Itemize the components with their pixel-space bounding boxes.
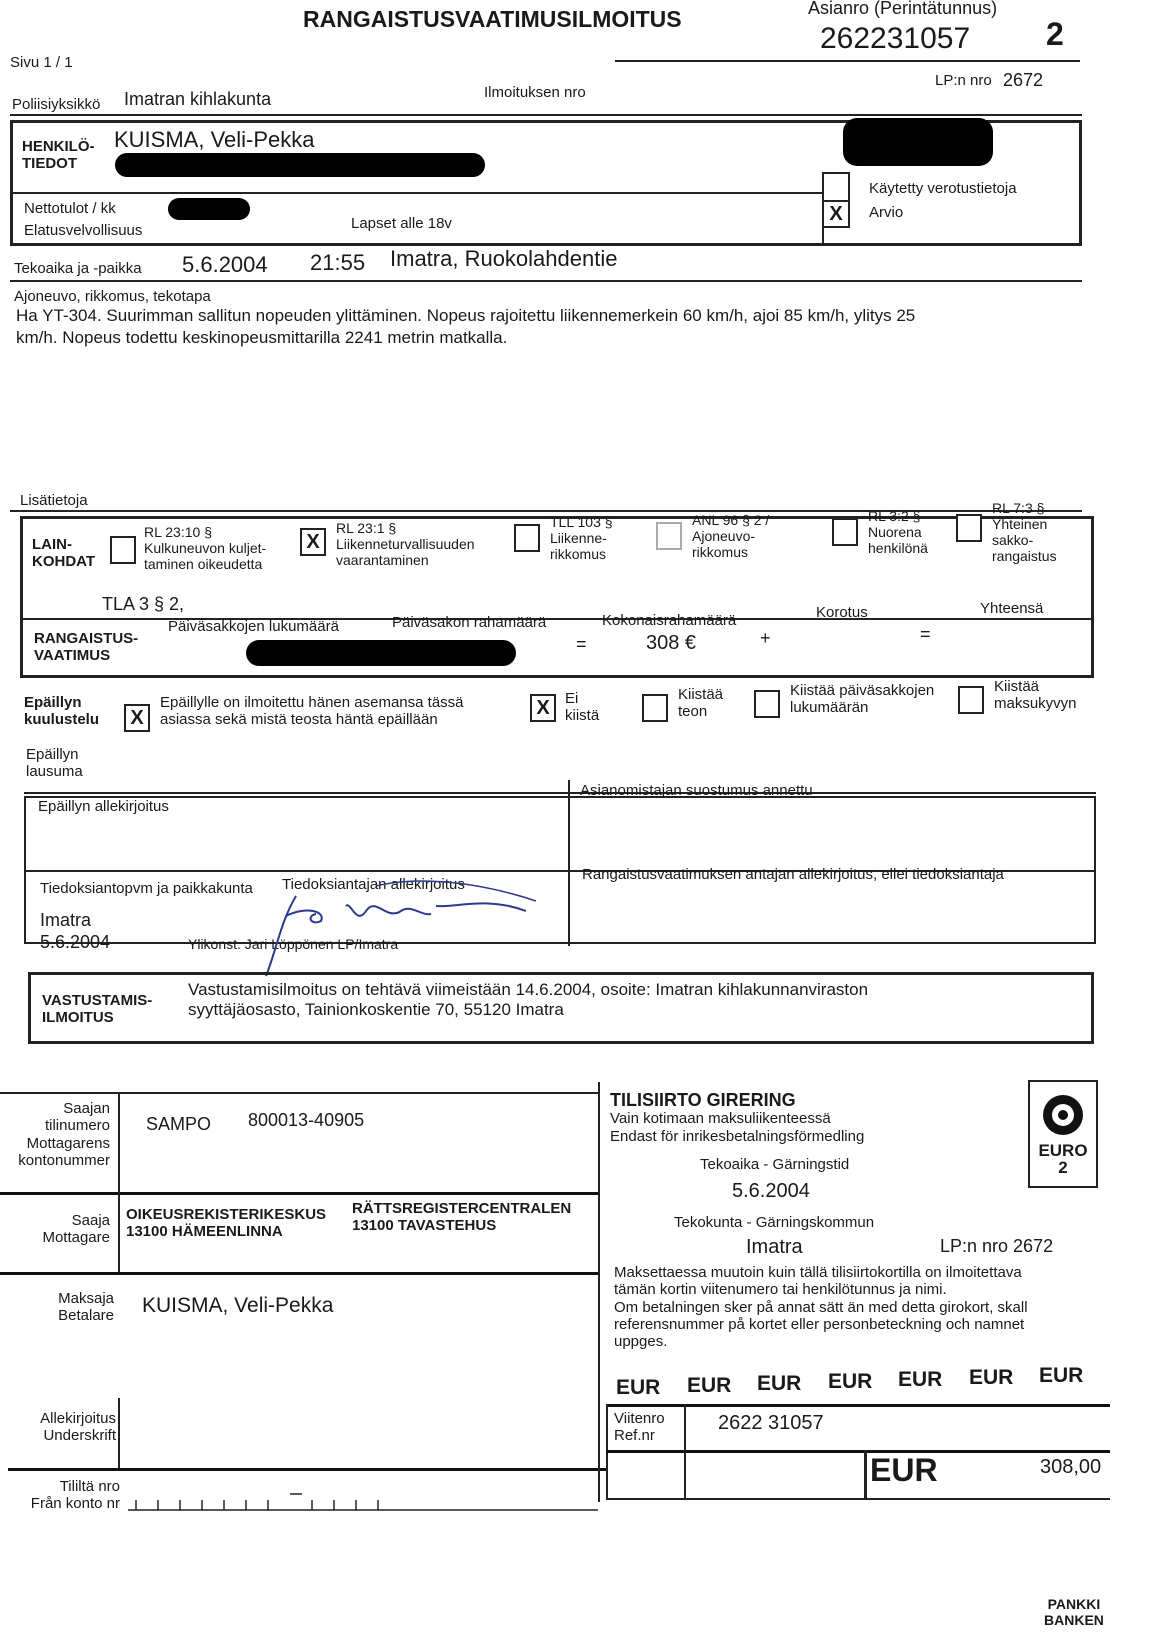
law-checkbox-1[interactable] bbox=[110, 536, 136, 564]
eur-label-2: EUR bbox=[687, 1374, 732, 1397]
offense-description-2: km/h. Nopeus todettu keskinopeusmittarilla 2241 metrin matkalla. bbox=[16, 328, 508, 347]
law-item-1: RL 23:10 § Kulkuneuvon kuljet- taminen oikeudetta bbox=[144, 524, 267, 573]
redacted-id bbox=[115, 153, 485, 177]
dispute-amount-checkbox[interactable] bbox=[958, 686, 984, 714]
consent-label: Asianomistajan suostumus annettu bbox=[580, 782, 813, 799]
form-title: RANGAISTUSVAATIMUSILMOITUS bbox=[303, 6, 682, 32]
no-dispute-checkbox[interactable]: X bbox=[530, 694, 556, 722]
giro-title: TILISIIRTO GIRERING bbox=[610, 1090, 796, 1110]
total-amount-label: Kokonaisrahamäärä bbox=[602, 612, 737, 629]
police-unit: Imatran kihlakunta bbox=[124, 89, 272, 109]
offense-time: 21:55 bbox=[310, 250, 366, 275]
law-item-2: RL 23:1 § Liikenneturvallisuuden vaarantaminen bbox=[336, 520, 475, 569]
no-dispute-label: Ei kiistä bbox=[565, 690, 600, 725]
law-item-5: RL 3:2 § Nuorena henkilönä bbox=[868, 508, 928, 557]
reference-label: Viitenro Ref.nr bbox=[614, 1410, 665, 1445]
time-place-label: Tekoaika ja -paikka bbox=[14, 260, 142, 277]
redacted-day-fines bbox=[246, 640, 516, 666]
payee-account-label: Saajan tilinumero Mottagarens kontonummer bbox=[18, 1100, 110, 1169]
payee-account: 800013-40905 bbox=[248, 1110, 365, 1130]
lp-label: LP:n nro bbox=[935, 72, 992, 89]
payer-label: Maksaja Betalare bbox=[58, 1290, 114, 1325]
sum-label: Yhteensä bbox=[980, 600, 1044, 617]
case-number: 262231057 bbox=[820, 22, 971, 55]
law-checkbox-6[interactable] bbox=[956, 514, 982, 542]
notify-place: Imatra bbox=[40, 910, 92, 930]
amount-currency: EUR bbox=[870, 1452, 938, 1488]
payee-fi: OIKEUSREKISTERIKESKUS 13100 HÄMEENLINNA bbox=[126, 1206, 327, 1241]
tax-checkbox[interactable] bbox=[822, 172, 850, 202]
bank-label: PANKKI BANKEN bbox=[1044, 1596, 1104, 1629]
person-name: KUISMA, Veli-Pekka bbox=[114, 127, 315, 152]
copy-number: 2 bbox=[1046, 16, 1064, 52]
notify-date: 5.6.2004 bbox=[40, 932, 111, 952]
plus-sign: + bbox=[760, 628, 771, 648]
offense-date: 5.6.2004 bbox=[182, 252, 268, 277]
claimant-signature-label: Rangaistusvaatimuksen antajan allekirjoitus, ellei tiedoksiantaja bbox=[582, 866, 1004, 883]
suspect-signature-label: Epäillyn allekirjoitus bbox=[38, 798, 169, 815]
statement-label: Epäillyn lausuma bbox=[26, 746, 83, 781]
euro-logo-icon bbox=[1038, 1090, 1088, 1140]
payment-instructions: Maksettaessa muutoin kuin tällä tilisiirtokortilla on ilmoitettava tämän kortin viitenumero tai henkilötunnus ja nimi. Om betalningen sker på annat sätt än med detta girokort, skall referensnummer på kortet eller personbeteckning och namnet uppges. bbox=[614, 1264, 1028, 1350]
income-label: Nettotulot / kk bbox=[24, 200, 116, 217]
giro-date-label: Tekoaika - Gärningstid bbox=[700, 1156, 850, 1173]
municipality-label: Tekokunta - Gärningskommun bbox=[674, 1214, 875, 1231]
amount-value: 308,00 bbox=[1040, 1456, 1102, 1478]
payee-sv: RÄTTSREGISTERCENTRALEN 13100 TAVASTEHUS bbox=[352, 1200, 572, 1235]
report-number-label: Ilmoituksen nro bbox=[484, 84, 586, 101]
municipality: Imatra bbox=[746, 1236, 803, 1258]
giro-date: 5.6.2004 bbox=[732, 1180, 810, 1202]
case-number-label: Asianro (Perintätunnus) bbox=[808, 0, 998, 18]
payer-name: KUISMA, Veli-Pekka bbox=[142, 1294, 334, 1317]
equals-sign-2: = bbox=[920, 624, 931, 644]
estimate-checkbox[interactable]: X bbox=[822, 200, 850, 228]
page-indicator: Sivu 1 / 1 bbox=[10, 54, 73, 71]
from-account-label: Tililtä nro Från konto nr bbox=[30, 1478, 120, 1513]
objection-text: Vastustamisilmoitus on tehtävä viimeistään 14.6.2004, osoite: Imatran kihlakunnanviraston syyttäjäosasto, Tainionkoskentie 70, 55120 Imatra bbox=[188, 980, 869, 1019]
equals-sign-1: = bbox=[576, 634, 587, 654]
vehicle-label: Ajoneuvo, rikkomus, tekotapa bbox=[14, 288, 211, 305]
eur-label-5: EUR bbox=[898, 1368, 943, 1391]
children-label: Lapset alle 18v bbox=[351, 215, 452, 232]
reference-number: 2622 31057 bbox=[718, 1412, 824, 1434]
law-checkbox-3[interactable] bbox=[514, 524, 540, 552]
extra-info-label: Lisätietoja bbox=[20, 492, 88, 509]
eur-label-1: EUR bbox=[616, 1376, 661, 1399]
notifier-signature bbox=[226, 866, 546, 986]
law-checkbox-4[interactable] bbox=[656, 522, 682, 550]
redacted-income bbox=[168, 198, 250, 220]
objection-label: VASTUSTAMIS- ILMOITUS bbox=[42, 992, 153, 1027]
offense-description-1: Ha YT-304. Suurimman sallitun nopeuden ylittäminen. Nopeus rajoitettu liikennemerkein 60 km/h, ajoi 85 km/h, ylitys 25 bbox=[16, 306, 916, 325]
dispute-days-checkbox[interactable] bbox=[754, 690, 780, 718]
offense-place: Imatra, Ruokolahdentie bbox=[390, 246, 618, 271]
domestic-fi: Vain kotimaan maksuliikenteessä bbox=[610, 1110, 831, 1127]
hearing-label: Epäillyn kuulustelu bbox=[24, 694, 100, 729]
hearing-checkbox[interactable]: X bbox=[124, 704, 150, 732]
eur-label-7: EUR bbox=[1039, 1364, 1084, 1387]
penalty-section-label: RANGAISTUS- VAATIMUS bbox=[34, 630, 139, 665]
law-other: TLA 3 § 2, bbox=[102, 594, 185, 614]
eur-label-4: EUR bbox=[828, 1370, 873, 1393]
estimate-label: Arvio bbox=[869, 204, 904, 221]
person-section-label: HENKILÖ- TIEDOT bbox=[22, 138, 95, 173]
day-fines-label: Päiväsakkojen lukumäärä bbox=[168, 618, 339, 635]
dispute-amount-label: Kiistää maksukyvyn bbox=[994, 678, 1077, 713]
payee-label: Saaja Mottagare bbox=[42, 1212, 110, 1247]
from-account-field[interactable] bbox=[128, 1490, 598, 1512]
law-checkbox-2[interactable]: X bbox=[300, 528, 326, 556]
dispute-days-label: Kiistää päiväsakkojen lukumäärän bbox=[790, 682, 935, 717]
notify-date-label: Tiedoksiantopvm ja paikkakunta bbox=[40, 880, 253, 897]
eur-label-6: EUR bbox=[969, 1366, 1014, 1389]
law-item-6: RL 7:3 § Yhteinen sakko- rangaistus bbox=[992, 500, 1057, 565]
domestic-sv: Endast för inrikesbetalningsförmedling bbox=[610, 1128, 865, 1145]
law-section-label: LAIN- KOHDAT bbox=[32, 536, 96, 571]
police-unit-label: Poliisiyksikkö bbox=[12, 96, 101, 113]
day-fine-amount-label: Päiväsakon rahamäärä bbox=[392, 614, 547, 631]
dispute-act-checkbox[interactable] bbox=[642, 694, 668, 722]
law-item-3: TLL 103 § Liikenne- rikkomus bbox=[550, 514, 613, 563]
law-item-4: ANL 96 § 2 / Ajoneuvo- rikkomus bbox=[692, 512, 770, 561]
notifier-signature-label: Tiedoksiantajan allekirjoitus bbox=[282, 876, 465, 893]
total-amount: 308 € bbox=[646, 632, 697, 654]
dispute-act-label: Kiistää teon bbox=[678, 686, 724, 721]
tax-label: Käytetty verotustietoja bbox=[869, 180, 1017, 197]
notifier-name: Ylikonst. Jari Löppönen LP/Imatra bbox=[188, 936, 399, 952]
law-checkbox-5[interactable] bbox=[832, 518, 858, 546]
lp-number: 2672 bbox=[1003, 70, 1044, 90]
giro-lp-number: LP:n nro 2672 bbox=[940, 1236, 1054, 1256]
hearing-notice: Epäillylle on ilmoitettu hänen asemansa tässä asiassa sekä mistä teosta häntä epäillään bbox=[160, 694, 464, 729]
support-label: Elatusvelvollisuus bbox=[24, 222, 143, 239]
euro-logo-text: EURO 2 bbox=[1038, 1141, 1088, 1177]
signature-label: Allekirjoitus Underskrift bbox=[40, 1410, 116, 1445]
redacted-info bbox=[843, 118, 993, 166]
increase-label: Korotus bbox=[816, 604, 868, 621]
eur-label-3: EUR bbox=[757, 1372, 802, 1395]
payee-bank: SAMPO bbox=[146, 1114, 212, 1134]
